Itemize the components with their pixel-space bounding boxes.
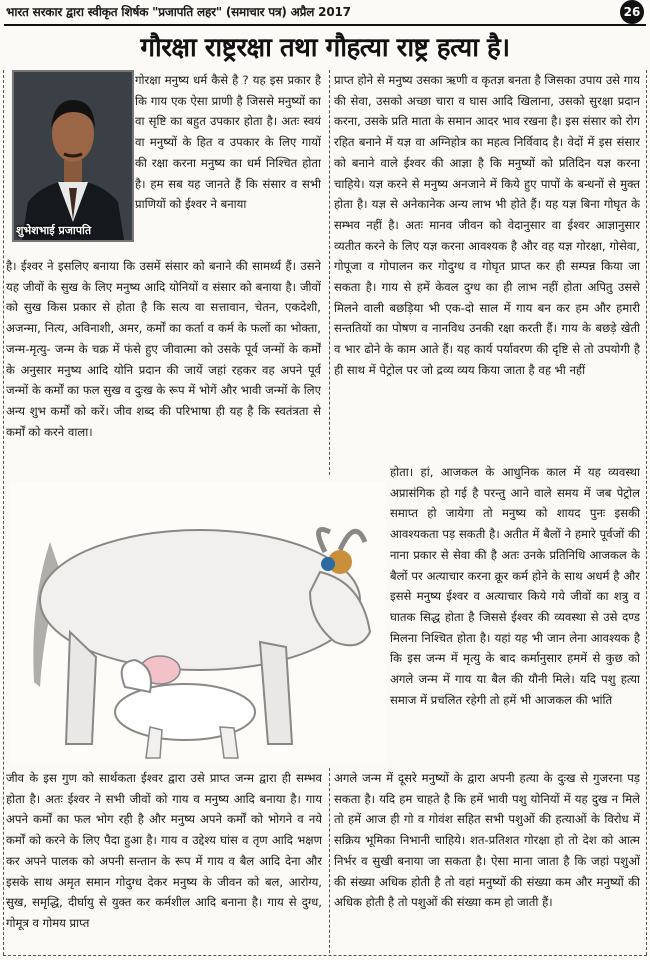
- article-text-left-bottom: जीव के इस गुण को सार्थकता ईश्वर द्वारा उसे प्राप्त जन्म द्वारा ही सम्भव होता है। अतः ईश्वर ने सभी जीवों को गाय व मनुष्य आदि बनाया है। गाय अपने कर्मों का फल भोग रही है और मनुष्य अपने कर्मों को भोगने व नये कर्मों को करने के लिए पैदा हुआ है। गाय व उद्देश्य घांस व तृण आदि भक्षण कर अपने पालक को अपनी सन्तान के रूप में गाय व बैल आदि देना और इसके साथ अमृत समान गोदुग्ध देकर मनुष्य के जीवन को बल, आरोग्य, सुख, समृद्धि, दीर्घायु से युक्त कर कर्मशील आदि बनाना है। गाय से दुग्ध, गोमूत्र व गोमय प्राप्त: [6, 771, 322, 930]
- article-text-right-top: प्राप्त होने से मनुष्य उसका ऋणी व कृतज्ञ बनता है जिसका उपाय उसे गाय की सेवा, उसको अच्छा चारा व घास आदि खिलाना, उसको सुरक्षा प्रदान करना, उसके प्रति माता के समान आदर भाव रखना है। इस संसार को रोग रहित बनाने में यज्ञ वा अग्निहोत्र का महत्व निर्विवाद है। वेदों में इस संसार को बनाने वाले ईश्वर की आज्ञा है कि मनुष्यों को प्रतिदिन यज्ञ करना चाहिये। यज्ञ करने से मनुष्य अनजाने में किये हुए पापों के बन्धनों से मुक्त होता है। यज्ञ से अनेकानेक अन्य लाभ भी होते हैं। यह यज्ञ बिना गोघृत के सम्भव नहीं है। अतः मानव जीवन को वेदानुसार वा ईश्वर आज्ञानुसार व्यतीत करने के लिए यज्ञ करना आवश्यक है और वह यज्ञ गोरक्षा, गोसेवा, गोपूजा व गोपालन कर गोदुग्ध व गोघृत प्राप्त कर ही सम्पन्न किया जा सकता है। गाय से हमें केवल दुग्ध का ही लाभ नहीं होता अपितु उससे मिलने वाली बछड़िया भी एक-दो साल में गाय बन कर हम और हमारी सन्ततियों का पोषण व नानविध उनकी रक्षा करती हैं। गाय के बछड़े खेती व भार ढोने के काम आते हैं। यह कार्य पर्यावरण की दृष्टि से तो उपयोगी है ही साथ में पेट्रोल पर जो द्रव्य व्यय किया जाता है वह भी नहीं: [334, 73, 640, 377]
- photo-caption: शुभेशभाई प्रजापति: [16, 224, 92, 237]
- page-number-badge: 26: [620, 0, 644, 24]
- bottom-rule: [3, 955, 647, 956]
- frame-left: [3, 70, 4, 955]
- header-rule: [4, 24, 646, 26]
- article-text-right-bottom: अगले जन्म में दूसरे मनुष्यों के द्वारा अपनी हत्या के दुःख से गुजरना पड़ सकता है। यदि हम चाहते है कि हमें भावी पशु योनियों में यह दुख न मिले तो हमें आज ही गो व गोवंश सहित सभी पशुओं की हत्याओं के विरोध में सक्रिय भूमिका निभानी चाहिये। शत-प्रतिशत गोरक्षा हो तो देश को आत्म निर्भर व सुखी बनाया जा सकता है। ऐसा माना जाता है कि जहां पशुओं की संख्या अधिक होती है तो वहां मनुष्यों की संख्या कम और मनुष्यों की अधिक होती है तो पशुओं की संख्या कम हो जाती हैं।: [334, 771, 640, 910]
- headline: गौरक्षा राष्ट्ररक्षा तथा गौहत्या राष्ट्र हत्या है।: [140, 33, 510, 63]
- column-divider-lower: [329, 768, 330, 953]
- article-text-right-middle: होता। हां, आजकल के आधुनिक काल में यह व्यवस्था अप्रासंगिक हो गई है परन्तु आने वाले समय में जब पेट्रोल समाप्त हो जायेगा तो मनुष्य को शायद पुनः इसकी आवश्यकता पड़ सकती है। अतीत में बैलों ने हमारे पूर्वजों की नाना प्रकार से सेवा की है अतः उनके प्रतिनिधि आजकल के बैलों पर अत्याचार करना क्रूर कर्म होने के साथ अधर्म है और इससे मनुष्य ईश्वर व अत्याचार किये गये जीवों का शत्रु व घातक सिद्ध होता है जिससे ईश्वर की व्यवस्था से उसे दण्ड मिलना निश्चित होता है। यहां यह भी जान लेना आवश्यक है कि इस जन्म में मृत्यु के बाद कर्मानुसार हममें से कुछ को अगले जन्म में गाय या बैल की यौनी मिले। यदि पशु हत्या समाज में प्रचलित रहेगी तो हमें भी आजकल की भांति: [390, 465, 640, 707]
- author-portrait-icon: [14, 72, 132, 240]
- frame-right: [646, 70, 647, 955]
- column-divider: [329, 70, 330, 475]
- masthead: भारत सरकार द्वारा स्वीकृत शिर्षक "प्रजापति लहर" (समाचार पत्र) अप्रैल 2017: [6, 5, 351, 19]
- article-text-left-middle: है। ईश्वर ने इसलिए बनाया कि उसमें संसार को बनाने की सामर्थ्य हैं। उसने यह जीवों के सुख के लिए मनुष्य आदि योनियों व संसार को बनाया है। जीवों को सुख किस प्रकार से होता है कि सत्य वा सत्तावान, चेतन, एकदेशी, अजन्मा, नित्य, अविनाशी, अमर, कर्मों का कर्ता व कर्म के फलों का भोक्ता, जन्म-मृत्यु- जन्म के चक्र में फंसे हुए जीवात्मा को उसके पूर्व जन्मों के कर्मों के अनुसार मनुष्य आदि योनि प्रदान की जायें जहां रहकर वह अपने पूर्व जन्मों के कर्मों का फल सुख व दुःख के रूप में भोगें और भावी जन्मों के लिए अन्य शुभ कर्मों को करें। जीव शब्द की परिभाषा ही यह है कि स्वतंत्रता से कर्मों को करने वाला।: [6, 259, 321, 439]
- article-text-left-top: गोरक्षा मनुष्य धर्म कैसे है ? यह इस प्रकार है कि गाय एक ऐसा प्राणी है जिससे मनुष्यों का वा सृष्टि का बहुत उपकार होता है। अतः स्वयं वा मनुष्यों के हित व उपकार के लिए गायों की रक्षा करना मनुष्य का धर्म निश्चित होता है। हम सब यह जानते हैं कि संसार व सभी प्राणियों को ईश्वर ने बनाया: [135, 73, 321, 212]
- cow-and-calf-illustration: [10, 482, 386, 765]
- cow-calf-icon: [10, 482, 386, 765]
- author-photo: [12, 70, 134, 242]
